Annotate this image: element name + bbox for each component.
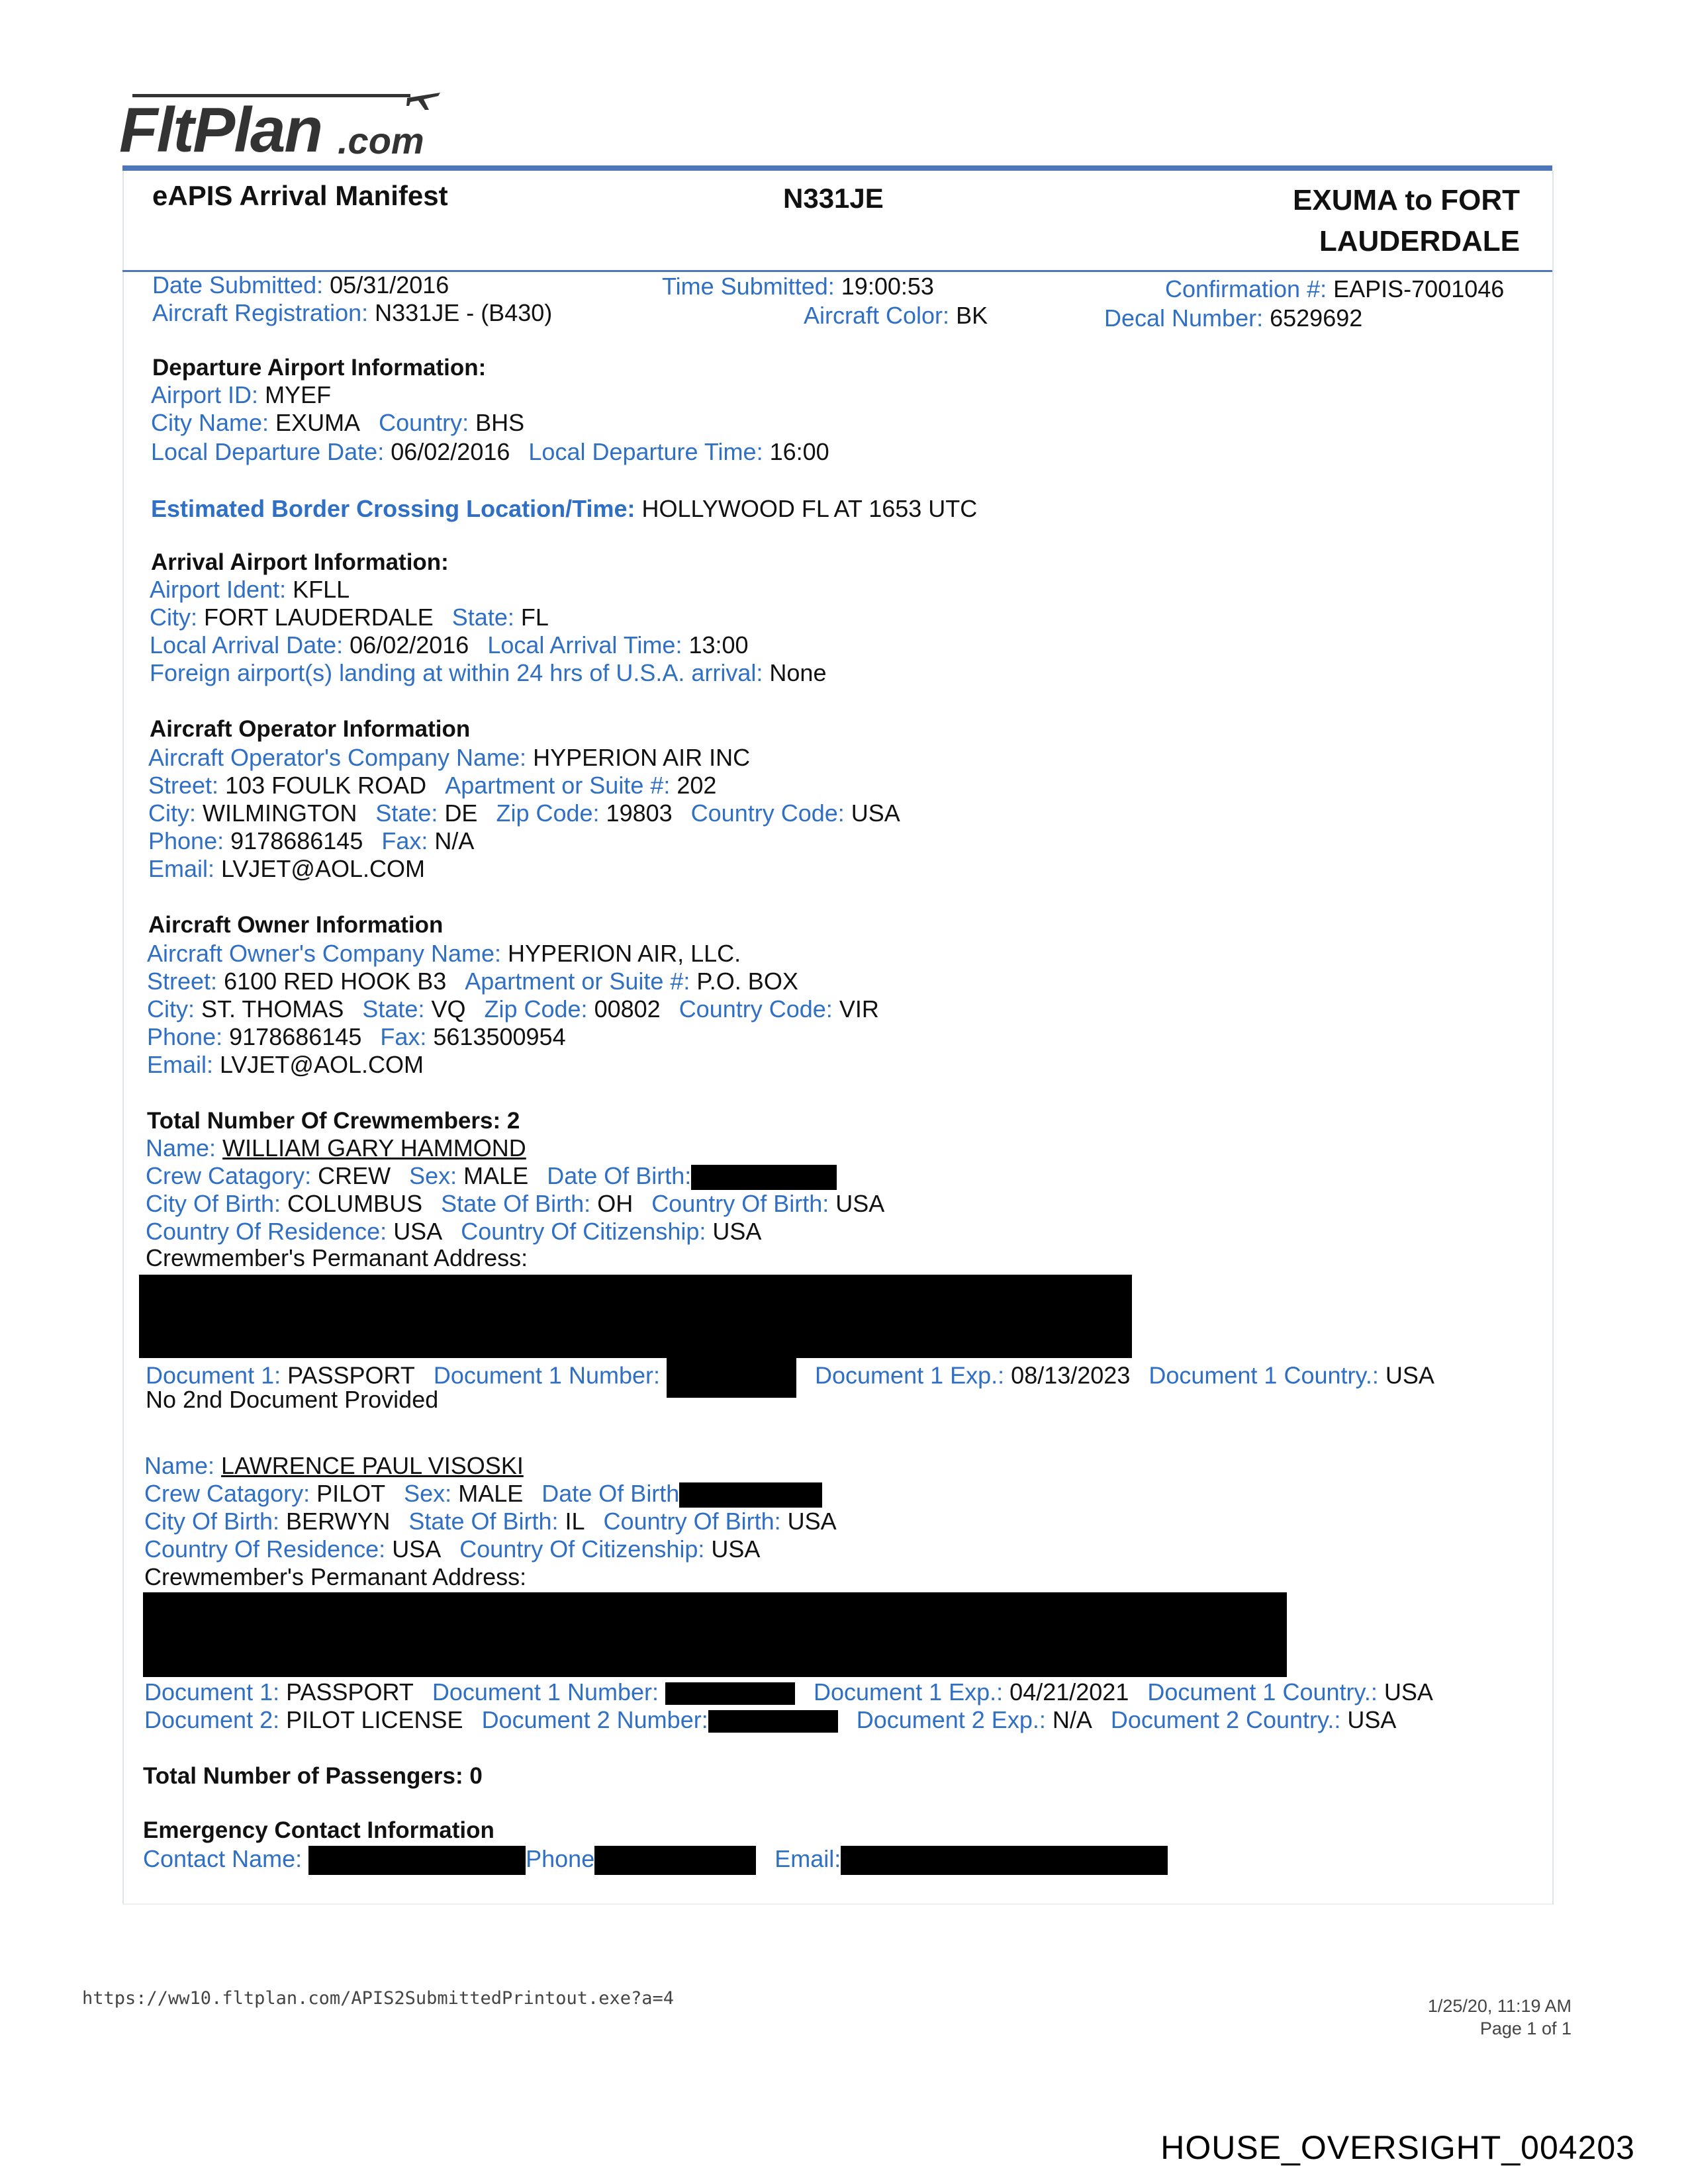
owner-phone-fax: Phone: 9178686145 Fax: 5613500954: [147, 1023, 566, 1050]
aircraft-registration: Aircraft Registration: N331JE - (B430): [152, 299, 553, 326]
operator-email: Email: LVJET@AOL.COM: [148, 855, 425, 882]
operator-street: Street: 103 FOULK ROAD Apartment or Suite #: 202: [148, 772, 717, 799]
redaction-block: [691, 1165, 837, 1190]
crew1-no-second-doc: No 2nd Document Provided: [146, 1386, 439, 1413]
header-rule-top: [122, 165, 1552, 171]
footer-url[interactable]: https://ww10.fltplan.com/APIS2SubmittedPrintout.exe?a=4: [82, 1988, 675, 2009]
departure-date-time: Local Departure Date: 06/02/2016 Local Departure Time: 16:00: [151, 438, 829, 465]
departure-city-country: City Name: EXUMA Country: BHS: [151, 409, 525, 436]
departure-heading: Departure Airport Information:: [152, 355, 487, 381]
crew1-category-line: Crew Catagory: CREW Sex: MALE Date Of Birth:: [146, 1162, 837, 1190]
airplane-icon: [404, 79, 444, 113]
confirmation-number: Confirmation #: EAPIS-7001046: [1165, 275, 1505, 302]
redaction-block: [594, 1846, 756, 1875]
fltplan-logo: [119, 79, 450, 165]
crew-total: Total Number Of Crewmembers: 2: [147, 1108, 520, 1134]
emergency-heading: Emergency Contact Information: [143, 1817, 494, 1843]
logo-suffix: .com: [338, 120, 424, 161]
crew2-residence-line: Country Of Residence: USA Country Of Citizenship: USA: [144, 1535, 761, 1563]
owner-email: Email: LVJET@AOL.COM: [147, 1051, 424, 1078]
arrival-heading: Arrival Airport Information:: [151, 549, 449, 575]
owner-company: Aircraft Owner's Company Name: HYPERION AIR, LLC.: [147, 940, 741, 967]
crew2-category-line: Crew Catagory: PILOT Sex: MALE Date Of Birth: [144, 1480, 822, 1508]
redaction-block: [139, 1275, 1132, 1358]
decal-number: Decal Number: 6529692: [1104, 304, 1363, 332]
arrival-foreign-airports: Foreign airport(s) landing at within 24 hrs of U.S.A. arrival: None: [150, 659, 827, 686]
crew1-address-label: Crewmember's Permanant Address:: [146, 1244, 528, 1271]
passengers-total: Total Number of Passengers: 0: [143, 1763, 483, 1789]
border-crossing: Estimated Border Crossing Location/Time: HOLLYWOOD FL AT 1653 UTC: [151, 495, 978, 522]
crew2-birth-line: City Of Birth: BERWYN State Of Birth: IL Country Of Birth: USA: [144, 1508, 837, 1535]
crew1-birth-line: City Of Birth: COLUMBUS State Of Birth: OH Country Of Birth: USA: [146, 1190, 885, 1217]
redaction-block: [708, 1710, 838, 1733]
operator-company: Aircraft Operator's Company Name: HYPERION AIR INC: [148, 744, 751, 771]
content-bottom-rule: [122, 1903, 1552, 1905]
tail-number: N331JE: [783, 183, 884, 214]
logo-brand: FltPlan: [119, 95, 322, 165]
redaction-block: [143, 1592, 1287, 1677]
footer-datetime: 1/25/20, 11:19 AM: [1427, 1996, 1571, 2016]
owner-street: Street: 6100 RED HOOK B3 Apartment or Suite #: P.O. BOX: [147, 968, 798, 995]
crew1-residence-line: Country Of Residence: USA Country Of Citizenship: USA: [146, 1218, 762, 1245]
operator-city-line: City: WILMINGTON State: DE Zip Code: 19803 Country Code: USA: [148, 799, 900, 827]
owner-city-line: City: ST. THOMAS State: VQ Zip Code: 00802 Country Code: VIR: [147, 995, 879, 1023]
route-line-2: LAUDERDALE: [1319, 225, 1520, 257]
operator-heading: Aircraft Operator Information: [150, 716, 471, 742]
redaction-block: [841, 1846, 1168, 1875]
aircraft-color: Aircraft Color: BK: [804, 302, 988, 329]
crew2-document2-line: Document 2: PILOT LICENSE Document 2 Number: Document 2 Exp.: N/A Document 2 Country.: USA: [144, 1706, 1397, 1733]
route-line-1: EXUMA to FORT: [1293, 184, 1520, 216]
departure-airport-id: Airport ID: MYEF: [151, 381, 332, 408]
footer-page-number: Page 1 of 1: [1479, 2019, 1571, 2038]
redaction-block: [665, 1682, 795, 1705]
arrival-ident: Airport Ident: KFLL: [150, 576, 350, 603]
redaction-block: [308, 1846, 526, 1875]
time-submitted: Time Submitted: 19:00:53: [662, 273, 934, 300]
date-submitted: Date Submitted: 05/31/2016: [152, 271, 449, 298]
crew2-address-label: Crewmember's Permanant Address:: [144, 1563, 527, 1590]
crew1-name: Name: WILLIAM GARY HAMMOND: [146, 1134, 526, 1161]
crew2-document1-line: Document 1: PASSPORT Document 1 Number: Document 1 Exp.: 04/21/2021 Document 1 Country.: USA: [144, 1678, 1433, 1706]
arrival-city-state: City: FORT LAUDERDALE State: FL: [150, 604, 549, 631]
operator-phone-fax: Phone: 9178686145 Fax: N/A: [148, 827, 475, 854]
arrival-date-time: Local Arrival Date: 06/02/2016 Local Arrival Time: 13:00: [150, 631, 749, 659]
redaction-block: [679, 1482, 822, 1508]
owner-heading: Aircraft Owner Information: [148, 912, 444, 938]
manifest-title: eAPIS Arrival Manifest: [152, 180, 448, 211]
crew2-name: Name: LAWRENCE PAUL VISOSKI: [144, 1452, 524, 1479]
crew1-document-line: Document 1: PASSPORT Document 1 Number: Document 1 Exp.: 08/13/2023 Document 1 Country.: USA: [146, 1357, 1434, 1398]
bates-stamp: HOUSE_OVERSIGHT_004203: [1160, 2129, 1635, 2166]
redaction-block: [667, 1357, 796, 1398]
emergency-contact-line: Contact Name: Phone Email:: [143, 1845, 1168, 1875]
